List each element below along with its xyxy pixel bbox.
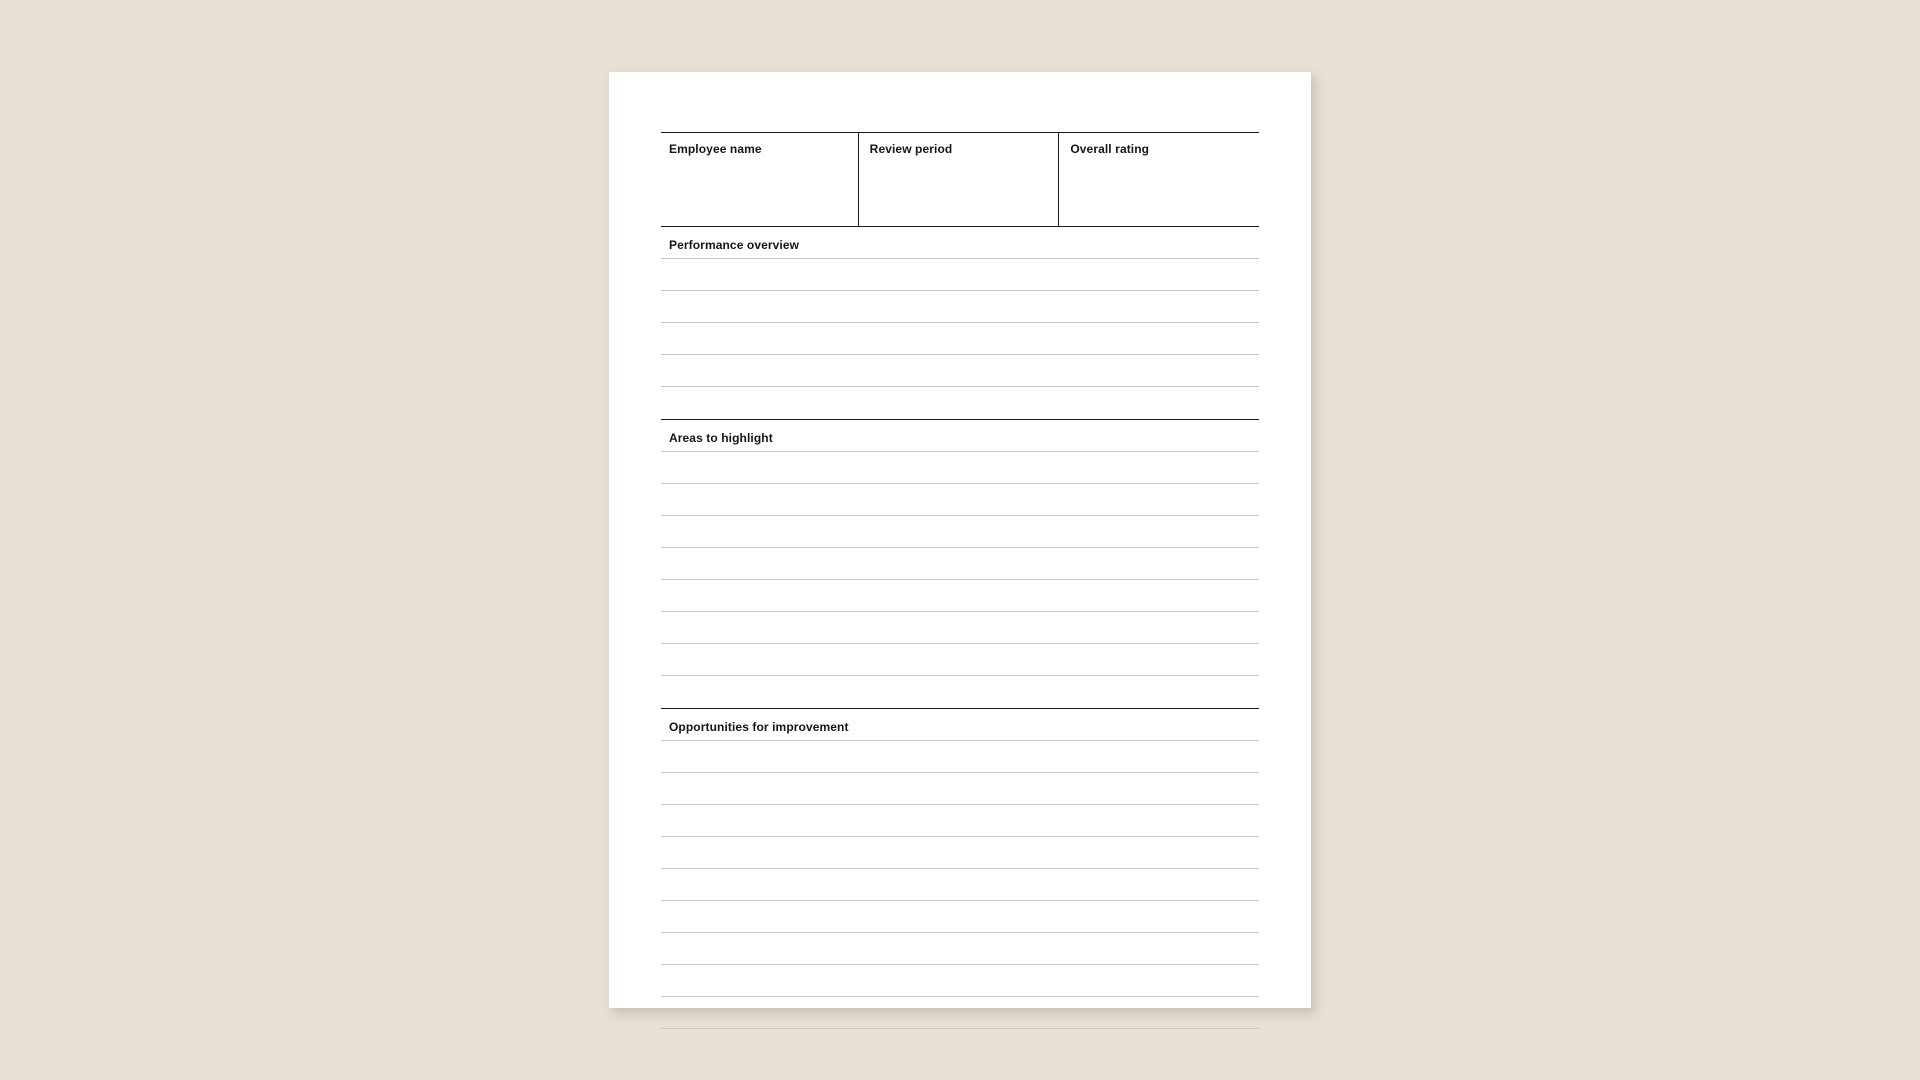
- writing-line[interactable]: [661, 676, 1259, 708]
- writing-line[interactable]: [661, 612, 1259, 644]
- section-opportunities-for-improvement: [661, 709, 1259, 1029]
- writing-line[interactable]: [661, 387, 1259, 419]
- section-title-label: Performance overview: [669, 237, 800, 252]
- writing-line[interactable]: [661, 259, 1259, 291]
- section-title: [661, 709, 1259, 741]
- section-areas-to-highlight: [661, 420, 1259, 709]
- writing-line[interactable]: [661, 644, 1259, 676]
- section-title: [661, 227, 1259, 259]
- writing-line[interactable]: [661, 933, 1259, 965]
- employee-name-field[interactable]: [661, 133, 858, 226]
- performance-review-form: [661, 132, 1259, 1029]
- document-page: [609, 72, 1311, 1008]
- writing-line[interactable]: [661, 548, 1259, 580]
- overall-rating-label: Overall rating: [1070, 142, 1150, 156]
- writing-line[interactable]: [661, 291, 1259, 323]
- header-fields: [661, 132, 1259, 227]
- section-title-label: Areas to highlight: [669, 430, 773, 445]
- writing-line[interactable]: [661, 452, 1259, 484]
- writing-line[interactable]: [661, 965, 1259, 997]
- section-performance-overview: [661, 227, 1259, 420]
- writing-line[interactable]: [661, 805, 1259, 837]
- writing-line[interactable]: [661, 516, 1259, 548]
- writing-line[interactable]: [661, 773, 1259, 805]
- writing-line[interactable]: [661, 901, 1259, 933]
- writing-line[interactable]: [661, 741, 1259, 773]
- writing-line[interactable]: [661, 997, 1259, 1029]
- overall-rating-field[interactable]: [1058, 133, 1259, 226]
- review-period-label: Review period: [869, 142, 953, 156]
- section-title-label: Opportunities for improvement: [669, 719, 849, 734]
- writing-line[interactable]: [661, 484, 1259, 516]
- writing-line[interactable]: [661, 869, 1259, 901]
- writing-line[interactable]: [661, 323, 1259, 355]
- section-title: [661, 420, 1259, 452]
- writing-line[interactable]: [661, 580, 1259, 612]
- review-period-field[interactable]: [858, 133, 1059, 226]
- employee-name-label: Employee name: [669, 142, 762, 156]
- writing-line[interactable]: [661, 355, 1259, 387]
- writing-line[interactable]: [661, 837, 1259, 869]
